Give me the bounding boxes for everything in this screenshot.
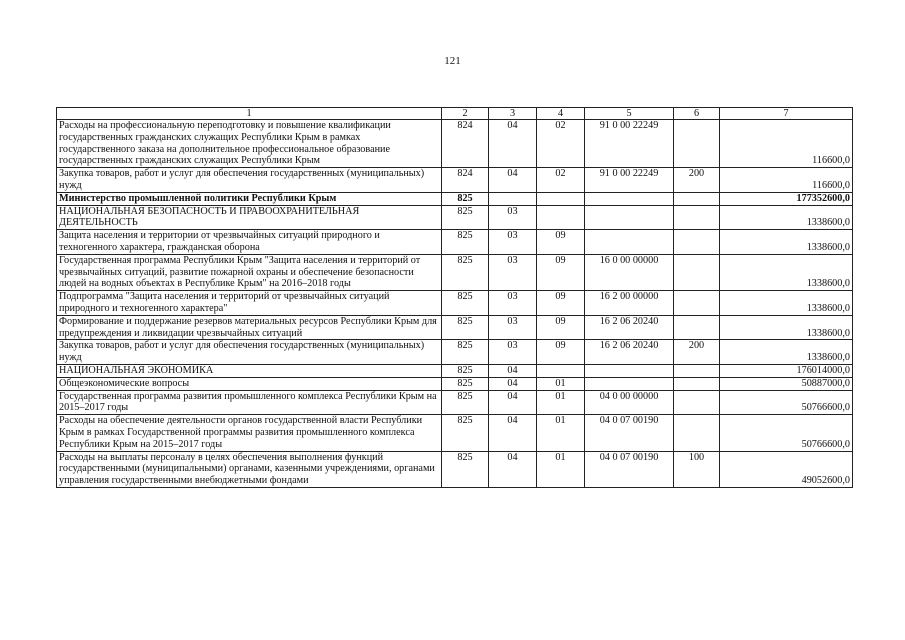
- row-amount: 176014000,0: [720, 364, 853, 377]
- row-subsection: [537, 364, 585, 377]
- table-row: [57, 390, 853, 415]
- table-row: [57, 340, 853, 365]
- row-target-item: 91 0 00 22249: [585, 168, 674, 193]
- row-amount: 50766600,0: [720, 390, 853, 415]
- header-col-4: 4: [537, 108, 585, 120]
- header-col-6: 6: [674, 108, 720, 120]
- row-subsection: 01: [537, 415, 585, 451]
- row-section: 03: [489, 340, 537, 365]
- row-amount: 1338600,0: [720, 315, 853, 340]
- row-expense-type: [674, 315, 720, 340]
- row-target-item: 91 0 00 22249: [585, 120, 674, 168]
- row-subsection: 01: [537, 451, 585, 487]
- row-target-item: 16 2 06 20240: [585, 315, 674, 340]
- row-section: 03: [489, 315, 537, 340]
- table-row: [57, 205, 853, 230]
- row-ministry-code: 825: [442, 205, 489, 230]
- row-subsection: 09: [537, 340, 585, 365]
- table-row: [57, 291, 853, 316]
- row-section: [489, 192, 537, 205]
- table-row: [57, 168, 853, 193]
- row-section: 04: [489, 364, 537, 377]
- row-expense-type: 100: [674, 451, 720, 487]
- row-section: 04: [489, 415, 537, 451]
- row-name: Подпрограмма "Защита населения и территорий от чрезвычайных ситуаций природного и техногенного характера": [57, 291, 442, 316]
- row-name: Министерство промышленной политики Республики Крым: [57, 192, 442, 205]
- row-expense-type: [674, 254, 720, 290]
- row-target-item: 16 2 00 00000: [585, 291, 674, 316]
- row-ministry-code: 825: [442, 340, 489, 365]
- row-ministry-code: 825: [442, 230, 489, 255]
- row-ministry-code: 825: [442, 192, 489, 205]
- row-target-item: 16 0 00 00000: [585, 254, 674, 290]
- row-expense-type: 200: [674, 340, 720, 365]
- row-expense-type: [674, 364, 720, 377]
- row-ministry-code: 825: [442, 254, 489, 290]
- budget-table-body: [57, 108, 853, 488]
- row-amount: 116600,0: [720, 120, 853, 168]
- header-row: [57, 108, 853, 120]
- row-ministry-code: 825: [442, 315, 489, 340]
- row-target-item: [585, 377, 674, 390]
- row-target-item: 04 0 00 00000: [585, 390, 674, 415]
- row-name: Расходы на обеспечение деятельности органов государственной власти Республики Крым в рамках Государственной программы развития промышленного комплекса Республики Крым на 2015–2017 годы: [57, 415, 442, 451]
- row-subsection: 09: [537, 315, 585, 340]
- row-subsection: 01: [537, 390, 585, 415]
- row-ministry-code: 825: [442, 390, 489, 415]
- row-section: 03: [489, 291, 537, 316]
- row-ministry-code: 825: [442, 377, 489, 390]
- row-name: Защита населения и территории от чрезвычайных ситуаций природного и техногенного характера, гражданская оборона: [57, 230, 442, 255]
- row-name: Закупка товаров, работ и услуг для обеспечения государственных (муниципальных) нужд: [57, 168, 442, 193]
- row-name: НАЦИОНАЛЬНАЯ БЕЗОПАСНОСТЬ И ПРАВООХРАНИТЕЛЬНАЯ ДЕЯТЕЛЬНОСТЬ: [57, 205, 442, 230]
- table-row: [57, 451, 853, 487]
- header-col-5: 5: [585, 108, 674, 120]
- row-name: Формирование и поддержание резервов материальных ресурсов Республики Крым для предупреждения и ликвидации чрезвычайных ситуаций: [57, 315, 442, 340]
- row-target-item: 04 0 07 00190: [585, 451, 674, 487]
- row-ministry-code: 824: [442, 168, 489, 193]
- row-section: 03: [489, 230, 537, 255]
- row-section: 04: [489, 120, 537, 168]
- row-expense-type: 200: [674, 168, 720, 193]
- row-subsection: 02: [537, 168, 585, 193]
- row-expense-type: [674, 377, 720, 390]
- row-expense-type: [674, 192, 720, 205]
- table-row: [57, 254, 853, 290]
- header-col-2: 2: [442, 108, 489, 120]
- row-subsection: [537, 205, 585, 230]
- row-amount: 1338600,0: [720, 205, 853, 230]
- row-amount: 116600,0: [720, 168, 853, 193]
- row-target-item: [585, 205, 674, 230]
- row-subsection: 01: [537, 377, 585, 390]
- table-row: [57, 230, 853, 255]
- header-col-1: 1: [57, 108, 442, 120]
- table-row: [57, 377, 853, 390]
- row-target-item: 04 0 07 00190: [585, 415, 674, 451]
- row-amount: 49052600,0: [720, 451, 853, 487]
- header-col-7: 7: [720, 108, 853, 120]
- row-amount: 177352600,0: [720, 192, 853, 205]
- row-subsection: 09: [537, 230, 585, 255]
- row-expense-type: [674, 415, 720, 451]
- row-expense-type: [674, 120, 720, 168]
- row-subsection: [537, 192, 585, 205]
- row-amount: 50766600,0: [720, 415, 853, 451]
- row-expense-type: [674, 291, 720, 316]
- row-name: НАЦИОНАЛЬНАЯ ЭКОНОМИКА: [57, 364, 442, 377]
- row-name: Общеэкономические вопросы: [57, 377, 442, 390]
- row-ministry-code: 825: [442, 291, 489, 316]
- row-name: Расходы на выплаты персоналу в целях обеспечения выполнения функций государственными (муниципальными) органами, казенными учреждениями, органами управления государственными внебюджетными фондами: [57, 451, 442, 487]
- row-section: 03: [489, 205, 537, 230]
- row-target-item: [585, 230, 674, 255]
- table-row: [57, 315, 853, 340]
- row-name: Государственная программа развития промышленного комплекса Республики Крым на 2015–2017 годы: [57, 390, 442, 415]
- row-target-item: [585, 192, 674, 205]
- page-number: 121: [444, 55, 461, 67]
- row-amount: 1338600,0: [720, 340, 853, 365]
- row-expense-type: [674, 205, 720, 230]
- row-section: 04: [489, 168, 537, 193]
- row-section: 04: [489, 390, 537, 415]
- row-section: 04: [489, 377, 537, 390]
- row-expense-type: [674, 390, 720, 415]
- row-subsection: 09: [537, 291, 585, 316]
- row-amount: 1338600,0: [720, 291, 853, 316]
- table-row: [57, 192, 853, 205]
- row-amount: 1338600,0: [720, 254, 853, 290]
- row-ministry-code: 825: [442, 451, 489, 487]
- row-ministry-code: 825: [442, 415, 489, 451]
- row-name: Государственная программа Республики Крым "Защита населения и территорий от чрезвычайных ситуаций, развитие пожарной охраны и обеспечение безопасности людей на водных объектах в Республике Крым" на 2016–2018 годы: [57, 254, 442, 290]
- row-name: Закупка товаров, работ и услуг для обеспечения государственных (муниципальных) нужд: [57, 340, 442, 365]
- row-subsection: 09: [537, 254, 585, 290]
- row-name: Расходы на профессиональную переподготовку и повышение квалификации государственных гражданских служащих Республики Крым в рамках государственного заказа на дополнительное профессиональное образование государственных гражданских служащих Республики Крым: [57, 120, 442, 168]
- row-target-item: [585, 364, 674, 377]
- row-ministry-code: 825: [442, 364, 489, 377]
- row-target-item: 16 2 06 20240: [585, 340, 674, 365]
- row-subsection: 02: [537, 120, 585, 168]
- table-row: [57, 120, 853, 168]
- budget-table: [56, 107, 853, 488]
- row-amount: 50887000,0: [720, 377, 853, 390]
- table-row: [57, 364, 853, 377]
- row-section: 03: [489, 254, 537, 290]
- row-ministry-code: 824: [442, 120, 489, 168]
- row-expense-type: [674, 230, 720, 255]
- table-row: [57, 415, 853, 451]
- header-col-3: 3: [489, 108, 537, 120]
- row-section: 04: [489, 451, 537, 487]
- row-amount: 1338600,0: [720, 230, 853, 255]
